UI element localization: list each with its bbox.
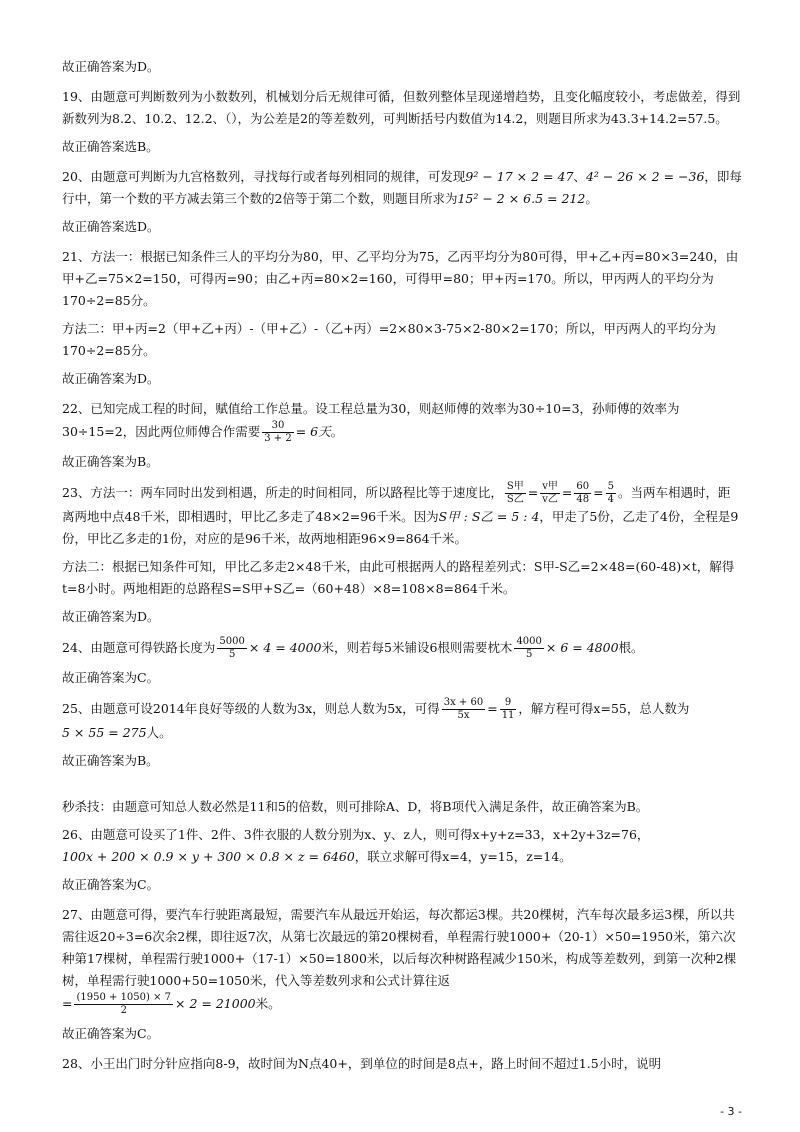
formula: 4² − 26 × 2 = −36 <box>585 169 705 184</box>
answer-line: 故正确答案为D。 <box>62 371 160 386</box>
solution-26: 26、由题意可设买了1件、2件、3件衣服的人数分别为x、y、z人，则可得x+y+z=33，x+2y+3z=76，100x + 200 × 0.9 × y + 300 × 0.8 × z = 6460，联立求解可得x=4，y=15，z=14。 <box>62 827 650 864</box>
spacer <box>62 780 742 796</box>
answer-line: 故正确答案选B。 <box>62 139 159 154</box>
solution-23-method-1: 23、方法一：两车同时出发到相遇，所走的时间相同，所以路程比等于速度比， $\frac{\text{S甲}}{\text{S乙}}$ = $\frac{\text{v甲}}{\text{v乙}}$ = $\frac{60}{48}$ = $\frac{5}{4}$ 。当两车相遇时，距离两地中点48千米，即相遇时，甲比乙多走了48×2=96千米。因为S甲 : S乙 = 5 : 4，甲走了5份，乙走了4份，全程是9份，甲比乙多走的1份，对应的是96千米，故两地相距96×9=864千米。 <box>62 481 739 546</box>
formula: 5 × 55 = 275 <box>62 725 147 740</box>
formula: 9² − 17 × 2 = 47 <box>465 169 574 184</box>
answer-line: 故正确答案为B。 <box>62 753 159 768</box>
formula: 15² − 2 × 6.5 = 212 <box>457 191 586 206</box>
document-page <box>62 56 742 1081</box>
solution-23-method-2: 方法二：根据已知条件可知，甲比乙多走2×48千米，由此可根据两人的路程差列式：S甲-S乙=2×48=(60-48)×t，解得t=8小时。两地相距的总路程S=S甲+S乙=（60+48）×8=108×8=864千米。 <box>62 559 735 596</box>
fraction: $\frac{9}{11}$ <box>501 697 515 721</box>
formula: S甲 : S乙 = 5 : 4 <box>438 509 540 524</box>
fraction: $\frac{\text{S甲}}{\text{S乙}}$ <box>506 481 524 505</box>
fraction: $\frac{\text{v甲}}{\text{v乙}}$ <box>542 481 558 505</box>
answer-line: 故正确答案为C。 <box>62 670 160 685</box>
solution-27: 27、由题意可得，要汽车行驶距离最短，需要汽车从最远开始运，每次都运3棵。共20棵树，汽车每次最多运3棵，所以共需往返20÷3=6次余2棵，即往返7次，从第七次最远的第20棵树看，单程需行驶1000+（20-1）×50=1950米，第六次种第17棵树，单程需行驶1000+（17-1）×50=1800米，以后每次种树路程减少150米，构成等差数列，到第一次种2棵树，单程需行驶1000+50=1050米，代入等差数列求和公式计算往返 = $\frac{(1950 + 1050) \times 7}{2}$ × 2 = 21000米。 <box>62 907 737 1016</box>
solution-21-method-2: 方法二：甲+丙=2（甲+乙+丙）-（甲+乙）-（乙+丙）=2×80×3-75×2-80×2=170；所以，甲丙两人的平均分为170÷2=85分。 <box>62 321 716 358</box>
solution-22: 22、已知完成工程的时间，赋值给工作总量。设工程总量为30，则赵师傅的效率为30÷10=3，孙师傅的效率为30÷15=2，因此两位师傅合作需要 $\frac{30}{3 + 2}$ = 6天。 <box>62 401 680 444</box>
page-number: - 3 - <box>720 1105 742 1118</box>
quick-trick: 秒杀技：由题意可知总人数必然是11和5的倍数，则可排除A、D，将B项代入满足条件，故正确答案为B。 <box>62 799 649 814</box>
answer-line: 故正确答案为C。 <box>62 1026 160 1041</box>
fraction: $\frac{4000}{5}$ <box>516 636 542 660</box>
solution-25: 25、由题意可设2014年良好等级的人数为3x，则总人数为5x，可得 $\frac{3x + 60}{5x}$ = $\frac{9}{11}$ ，解方程可得x=55，总人数为5 × 55 = 275人。 <box>62 697 690 740</box>
fraction: $\frac{5}{4}$ <box>607 481 614 505</box>
answer-line: 故正确答案选D。 <box>62 219 160 234</box>
solution-24: 24、由题意可得铁路长度为 $\frac{5000}{5}$ × 4 = 4000米，则若每5米铺设6根则需要枕木 $\frac{4000}{5}$ × 6 = 4800根。 <box>62 636 644 660</box>
fraction: $\frac{3x + 60}{5x}$ <box>443 697 484 721</box>
solution-19: 19、由题意可判断数列为小数数列，机械划分后无规律可循，但数列整体呈现递增趋势，且变化幅度较小，考虑做差，得到新数列为8.2、10.2、12.2、（），为公差是2的等差数列，可判断括号内数值为14.2，则题目所求为43.3+14.2=57.5。 <box>62 89 741 126</box>
answer-line: 故正确答案为B。 <box>62 454 159 469</box>
answer-line: 故正确答案为D。 <box>62 609 160 624</box>
fraction: $\frac{60}{48}$ <box>576 481 590 505</box>
fraction: $\frac{30}{3 + 2}$ <box>264 420 292 444</box>
solution-21-method-1: 21、方法一：根据已知条件三人的平均分为80，甲、乙平均分为75，乙丙平均分为80可得，甲+乙+丙=80×3=240，由甲+乙=75×2=150，可得丙=90；由乙+丙=80×2=160，可得甲=80；甲+丙=170。所以，甲丙两人的平均分为170÷2=85分。 <box>62 249 739 308</box>
formula: 100x + 200 × 0.9 × y + 300 × 0.8 × z = 6460 <box>62 849 355 864</box>
answer-line: 故正确答案为D。 <box>62 59 160 74</box>
solution-20: 20、由题意可判断为九宫格数列，寻找每行或者每列相同的规律，可发现9² − 17 × 2 = 47、4² − 26 × 2 = −36，即每行中，第一个数的平方减去第三个数的2倍等于第二个数，则题目所求为15² − 2 × 6.5 = 212。 <box>62 169 742 206</box>
fraction: $\frac{5000}{5}$ <box>219 636 245 660</box>
fraction: $\frac{(1950 + 1050) \times 7}{2}$ <box>76 992 172 1016</box>
answer-line: 故正确答案为C。 <box>62 877 160 892</box>
solution-28: 28、小王出门时分针应指向8-9，故时间为N点40+，到单位的时间是8点+，路上时间不超过1.5小时，说明 <box>62 1056 662 1071</box>
